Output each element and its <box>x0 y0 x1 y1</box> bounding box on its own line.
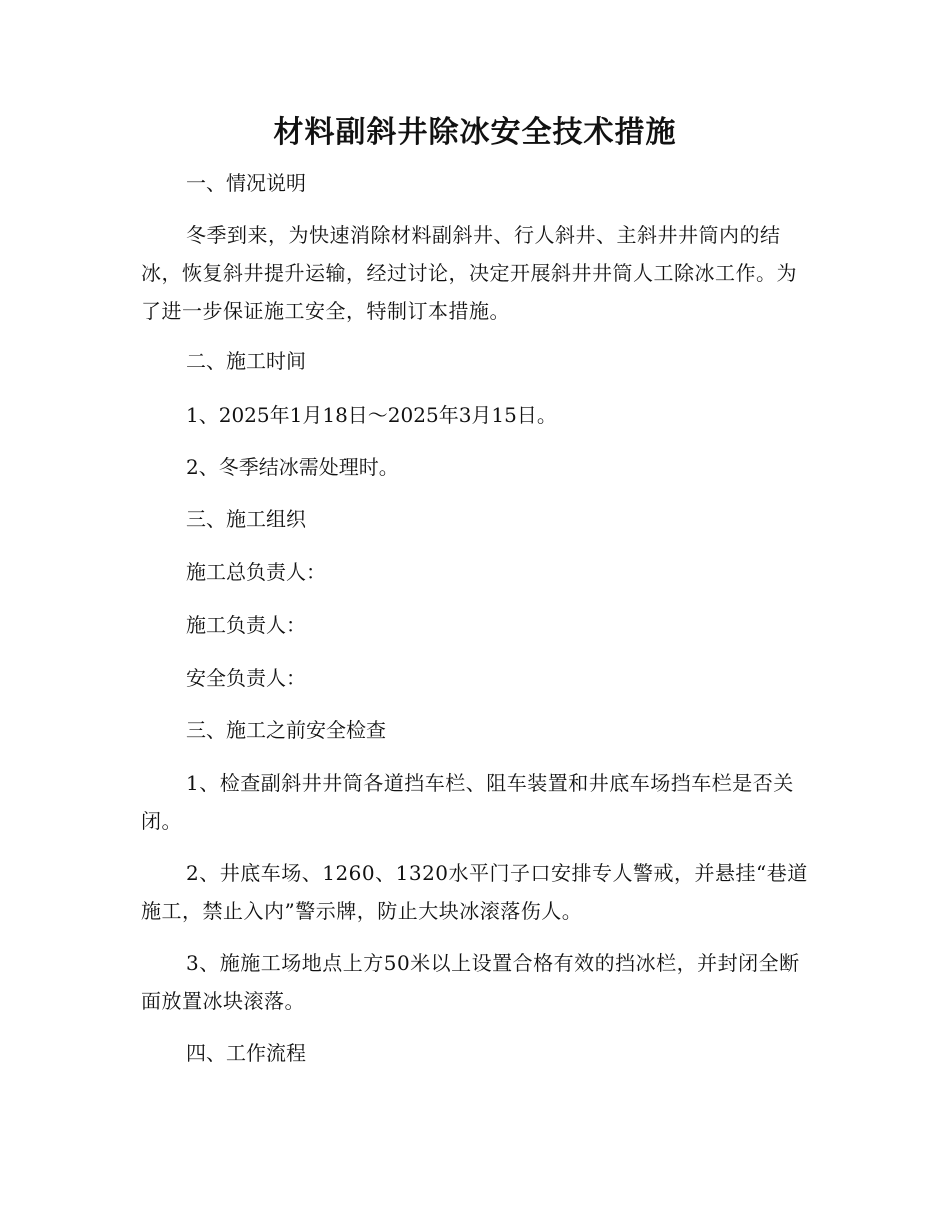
section-heading-organization: 三、施工组织 <box>186 507 306 531</box>
list-item-time-1: 1、2025年1月18日～2025年3月15日。 <box>186 403 557 427</box>
section-heading-situation: 一、情况说明 <box>186 171 306 195</box>
section-heading-safety-check: 三、施工之前安全检查 <box>186 718 386 742</box>
list-item-time-2: 2、冬季结冰需处理时。 <box>186 455 399 479</box>
list-item-check-1: 1、检查副斜井井筒各道挡车栏、阻车装置和井底车场挡车栏是否关闭。 <box>141 771 794 833</box>
list-item-check-3: 3、施施工场地点上方50米以上设置合格有效的挡冰栏，并封闭全断面放置冰块滚落。 <box>141 951 800 1013</box>
page-title: 材料副斜井除冰安全技术措施 <box>273 115 677 150</box>
list-item-check-2: 2、井底车场、1260、1320水平门子口安排专人警戒，并悬挂“巷道施工，禁止入内”警示牌，防止大块冰滚落伤人。 <box>141 861 808 923</box>
paragraph-situation: 冬季到来，为快速消除材料副斜井、行人斜井、主斜井井筒内的结冰，恢复斜井提升运输，经过讨论，决定开展斜井井筒人工除冰工作。为了进一步保证施工安全，特制订本措施。 <box>141 223 797 323</box>
role-general-leader: 施工总负责人： <box>186 560 326 584</box>
role-safety-leader: 安全负责人： <box>186 666 306 690</box>
role-construction-leader: 施工负责人： <box>186 613 306 637</box>
section-heading-workflow: 四、工作流程 <box>186 1041 306 1065</box>
section-heading-time: 二、施工时间 <box>186 349 306 373</box>
